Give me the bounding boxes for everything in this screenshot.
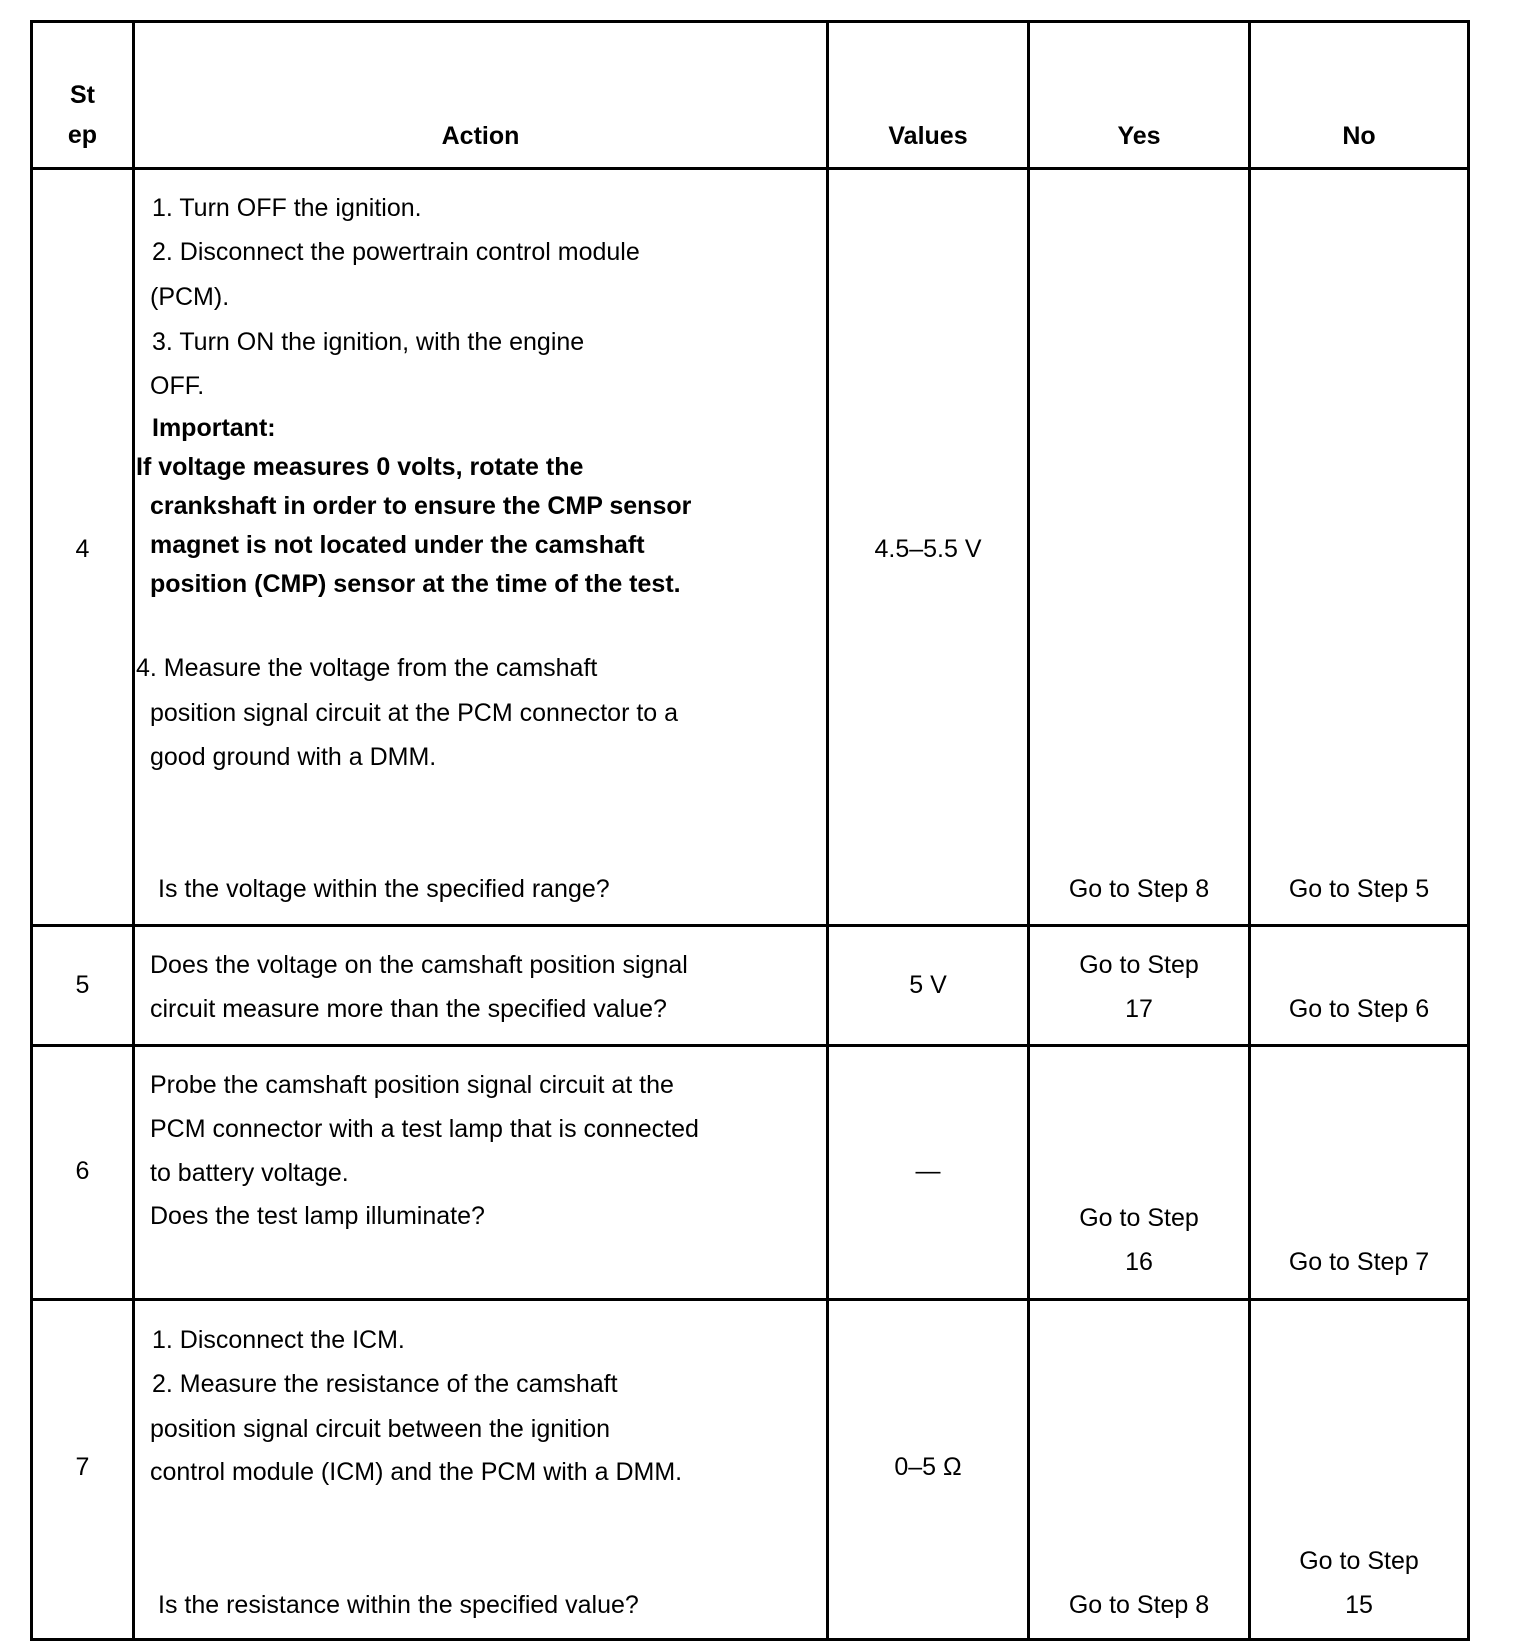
action-question: Is the voltage within the specified range?	[158, 875, 610, 903]
important-note: crankshaft in order to ensure the CMP sensor	[150, 492, 692, 520]
no-cell: Go to Step	[1299, 1547, 1419, 1575]
header-action: Action	[441, 122, 520, 150]
value-cell: —	[915, 1157, 941, 1185]
header-no: No	[1342, 122, 1376, 150]
no-cell: Go to Step 6	[1288, 995, 1430, 1023]
action-line: Probe the camshaft position signal circuit at the	[150, 1071, 674, 1099]
important-note: position (CMP) sensor at the time of the test.	[150, 570, 681, 598]
action-item: OFF.	[150, 372, 205, 400]
header-yes: Yes	[1117, 122, 1161, 150]
header-divider	[30, 167, 1470, 170]
table-border-bottom	[30, 1638, 1470, 1641]
table-border-left	[30, 20, 33, 1641]
no-cell: 15	[1345, 1591, 1373, 1619]
action-line: circuit measure more than the specified value?	[150, 995, 667, 1023]
action-question: Is the resistance within the specified value?	[158, 1591, 639, 1619]
action-item: position signal circuit at the PCM connector to a	[150, 699, 679, 727]
action-item: 1. Disconnect the ICM.	[152, 1326, 405, 1354]
action-item: control module (ICM) and the PCM with a DMM.	[150, 1458, 683, 1486]
yes-cell: Go to Step	[1079, 1204, 1199, 1232]
no-cell: Go to Step 7	[1288, 1248, 1430, 1276]
action-item: 1. Turn OFF the ignition.	[152, 194, 422, 222]
yes-cell: 16	[1125, 1248, 1153, 1276]
step-number: 6	[75, 1157, 90, 1185]
header-step	[33, 75, 132, 155]
row-divider	[30, 1298, 1470, 1301]
step-number: 7	[75, 1453, 90, 1481]
important-note: If voltage measures 0 volts, rotate the	[136, 453, 584, 481]
action-line: to battery voltage.	[150, 1159, 349, 1187]
table-border-top	[30, 20, 1470, 23]
column-divider	[826, 20, 829, 1641]
important-note: magnet is not located under the camshaft	[150, 531, 645, 559]
value-cell: 0–5 Ω	[894, 1453, 962, 1481]
action-item: good ground with a DMM.	[150, 743, 437, 771]
row-divider	[30, 924, 1470, 927]
column-divider	[1027, 20, 1030, 1641]
action-item: 2. Measure the resistance of the camshaft	[152, 1370, 618, 1398]
column-divider	[1248, 20, 1251, 1641]
action-line: Does the test lamp illuminate?	[150, 1202, 485, 1230]
action-item: 2. Disconnect the powertrain control module	[152, 238, 640, 266]
important-label: Important:	[152, 414, 276, 442]
column-divider	[132, 20, 135, 1641]
header-step-line: St	[70, 81, 95, 109]
row-divider	[30, 1044, 1470, 1047]
step-number: 5	[75, 971, 90, 999]
no-cell: Go to Step 5	[1288, 875, 1430, 903]
yes-cell: Go to Step 8	[1068, 875, 1210, 903]
value-cell: 4.5–5.5 V	[874, 535, 982, 563]
action-line: Does the voltage on the camshaft position signal	[150, 951, 688, 979]
header-step-line: ep	[67, 121, 98, 149]
action-item: position signal circuit between the ignition	[150, 1415, 610, 1443]
action-item: 3. Turn ON the ignition, with the engine	[152, 328, 585, 356]
action-line: PCM connector with a test lamp that is connected	[150, 1115, 699, 1143]
action-item: (PCM).	[150, 283, 230, 311]
table-border-right	[1467, 20, 1470, 1641]
action-item: 4. Measure the voltage from the camshaft	[136, 654, 598, 682]
yes-cell: 17	[1125, 995, 1153, 1023]
header-values: Values	[888, 122, 968, 150]
yes-cell: Go to Step 8	[1068, 1591, 1210, 1619]
yes-cell: Go to Step	[1079, 951, 1199, 979]
value-cell: 5 V	[909, 971, 947, 999]
step-number: 4	[75, 535, 90, 563]
